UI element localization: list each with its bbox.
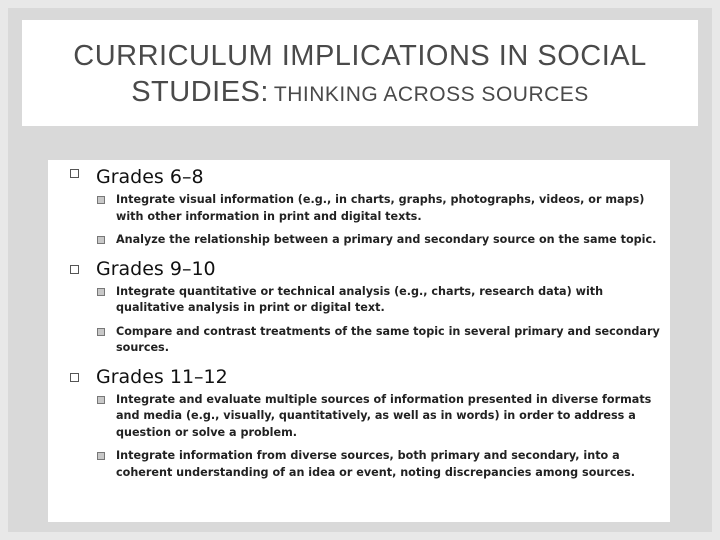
list-item	[96, 448, 670, 481]
item-text: Integrate visual information (e.g., in charts, graphs, photographs, videos, or maps) with other information in print and digital texts.	[116, 193, 645, 223]
item-text: Integrate information from diverse sources, both primary and secondary, into a coherent understanding of an idea or event, noting discrepancies among sources.	[116, 449, 635, 479]
title-box	[22, 20, 698, 126]
square-bullet-icon	[97, 288, 105, 296]
item-text: Integrate quantitative or technical analysis (e.g., charts, research data) with qualitative analysis in print or digital text.	[116, 284, 604, 314]
list-item	[96, 192, 670, 225]
list-item	[96, 324, 670, 357]
square-bullet-icon	[70, 169, 79, 178]
square-bullet-icon	[70, 373, 79, 382]
square-bullet-icon	[97, 452, 105, 460]
square-bullet-icon	[97, 236, 105, 244]
grade-section-11-12	[48, 364, 670, 482]
grade-heading: Grades 6–8	[96, 166, 204, 188]
grade-section-9-10	[48, 256, 670, 357]
grade-heading: Grades 9–10	[96, 257, 216, 280]
title-subtitle: THINKING ACROSS SOURCES	[273, 83, 589, 106]
item-text: Compare and contrast treatments of the same topic in several primary and secondary sources.	[116, 324, 660, 354]
title-studies: STUDIES:	[131, 76, 269, 108]
square-bullet-icon	[97, 396, 105, 404]
square-bullet-icon	[97, 196, 105, 204]
grade-items	[96, 392, 670, 482]
page-title-line2	[22, 74, 698, 115]
grade-section-6-8	[48, 160, 670, 249]
list-item	[96, 232, 670, 249]
square-bullet-icon	[97, 328, 105, 336]
square-bullet-icon	[70, 265, 79, 274]
list-item	[96, 284, 670, 317]
item-text: Analyze the relationship between a primary and secondary source on the same topic.	[116, 233, 657, 246]
item-text: Integrate and evaluate multiple sources of information presented in diverse formats and media (e.g., visually, quantitatively, as well as in words) in order to address a question or solve a problem.	[116, 392, 652, 439]
grade-items	[96, 192, 670, 249]
grade-heading: Grades 11–12	[96, 365, 228, 388]
standards-image	[48, 160, 670, 522]
list-item	[96, 392, 670, 442]
page-title-line1: CURRICULUM IMPLICATIONS IN SOCIAL	[73, 40, 647, 72]
grade-items	[96, 284, 670, 357]
